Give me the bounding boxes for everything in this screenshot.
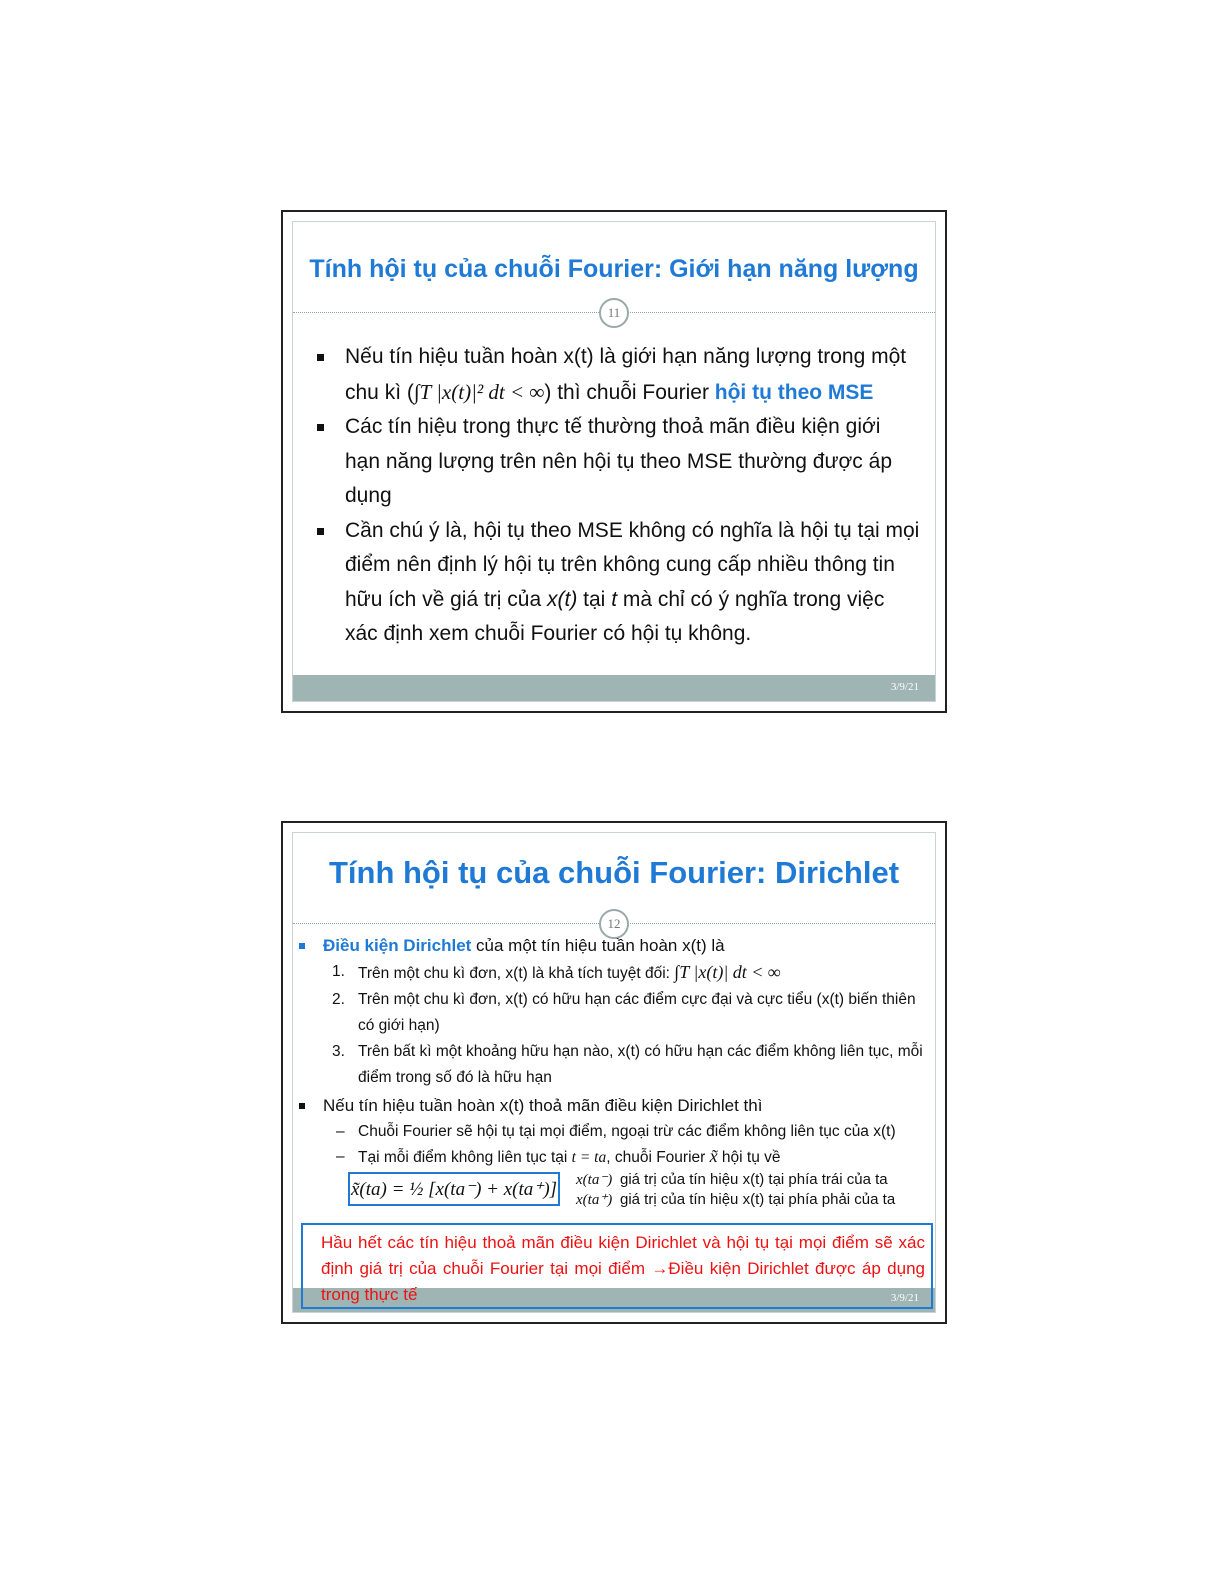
bullet-text: tại	[577, 587, 612, 611]
slide-frame	[292, 221, 936, 702]
item-number: 3.	[332, 1043, 345, 1060]
page-number: 11	[599, 298, 629, 328]
bullet-item	[313, 410, 921, 514]
bullet-text: Các tín hiệu trong thực tế thường thoả mãn điều kiện giới hạn năng lượng trên nên hội tụ theo MSE thường được áp dụng	[345, 415, 892, 507]
note-text: giá trị của tín hiệu x(t) tại phía phải của ta	[620, 1191, 896, 1208]
emphasis-text: x(t)	[547, 587, 578, 611]
condition-text: Trên một chu kì đơn, x(t) là khả tích tuyệt đối:	[358, 965, 675, 982]
note-text: giá trị của tín hiệu x(t) tại phía trái của ta	[620, 1171, 888, 1188]
square-bullet-icon	[299, 943, 305, 949]
dash-text: Chuỗi Fourier sẽ hội tụ tại mọi điểm, ngoại trừ các điểm không liên tục của x(t)	[358, 1123, 896, 1140]
formula-row	[293, 1170, 935, 1212]
dash-bullet: –	[336, 1123, 345, 1140]
inline-math: t = ta	[571, 1149, 607, 1166]
formula-note	[576, 1170, 895, 1190]
bullet-text: của một tín hiệu tuần hoàn x(t) là	[471, 936, 725, 955]
square-bullet-icon	[317, 354, 324, 361]
bullet-list	[313, 340, 921, 652]
abs-integral-formula: ∫T |x(t)| dt < ∞	[674, 962, 781, 982]
slide-12	[281, 821, 947, 1324]
page-number: 12	[599, 909, 629, 939]
slide-frame	[292, 832, 936, 1313]
highlight-text: Điều kiện Dirichlet	[323, 936, 472, 955]
bullet-text: Nếu tín hiệu tuần hoàn x(t) thoả mãn điều kiện Dirichlet thì	[323, 1096, 763, 1115]
condition-item	[293, 959, 935, 987]
highlight-text: hội tụ theo MSE	[714, 380, 874, 404]
slide-footer	[293, 675, 935, 701]
footer-date: 3/9/21	[890, 681, 919, 693]
condition-item	[293, 987, 935, 1039]
dash-item	[293, 1119, 935, 1144]
item-number: 1.	[332, 963, 345, 980]
conclusion-text: Hầu hết các tín hiệu thoả mãn điều kiện Dirichlet và hội tụ tại mọi điểm sẽ xác định giá trị của chuỗi Fourier tại mọi điểm →Điều kiện Dirichlet được áp dụng trong thực tế	[321, 1233, 925, 1304]
footer-date: 3/9/21	[890, 1292, 919, 1304]
slide-title: Tính hội tụ của chuỗi Fourier: Giới hạn năng lượng	[309, 255, 919, 283]
formula-text: x̃(ta) = ½ [x(ta⁻) + x(ta⁺)]	[350, 1178, 558, 1200]
bullet-text: Nếu tín hiệu tuần hoàn x(t) là giới hạn năng lượng trong một chu kì (	[345, 345, 907, 404]
bullet-text: mà chỉ có ý nghĩa trong việc xác định xem chuỗi Fourier có hội tụ không.	[345, 587, 885, 645]
condition-item	[293, 1039, 935, 1091]
note-symbol: x(ta⁺)	[576, 1192, 613, 1208]
conclusion-box	[301, 1223, 933, 1309]
item-number: 2.	[332, 991, 345, 1008]
dash-text: , chuỗi Fourier	[606, 1149, 710, 1166]
bullet-item	[293, 933, 935, 959]
slide-11	[281, 210, 947, 713]
formula-note	[576, 1190, 895, 1210]
emphasis-text: t	[611, 587, 618, 611]
note-symbol: x(ta⁻)	[576, 1172, 613, 1188]
convergence-formula	[348, 1172, 560, 1206]
slide-title: Tính hội tụ của chuỗi Fourier: Dirichlet	[328, 855, 900, 890]
dash-text: Tại mỗi điểm không liên tục tại	[358, 1149, 572, 1166]
bullet-text: Cần chú ý là, hội tụ theo MSE không có nghĩa là hội tụ tại mọi điểm nên định lý hội tụ trên không cung cấp nhiều thông tin hữu ích về giá trị của	[345, 518, 920, 611]
formula-notes	[576, 1170, 895, 1210]
condition-text: Trên một chu kì đơn, x(t) có hữu hạn các điểm cực đại và cực tiểu (x(t) biến thiên có giới hạn)	[358, 991, 916, 1034]
dash-item	[293, 1144, 935, 1170]
dash-text: hội tụ về	[717, 1149, 781, 1166]
square-bullet-icon	[317, 424, 324, 431]
bullet-item	[293, 1093, 935, 1119]
dash-bullet: –	[336, 1148, 345, 1165]
bullet-item	[313, 340, 921, 410]
energy-integral-formula: ∫T |x(t)|² dt < ∞	[413, 379, 545, 404]
fourier-symbol: x̃	[709, 1146, 718, 1166]
bullet-item	[313, 514, 921, 652]
square-bullet-icon	[317, 528, 324, 535]
slide-content	[293, 933, 935, 1212]
square-bullet-icon	[299, 1103, 305, 1109]
bullet-text: ) thì chuỗi Fourier	[544, 380, 715, 404]
condition-text: Trên bất kì một khoảng hữu hạn nào, x(t) có hữu hạn các điểm không liên tục, mỗi điểm trong số đó là hữu hạn	[358, 1043, 923, 1086]
